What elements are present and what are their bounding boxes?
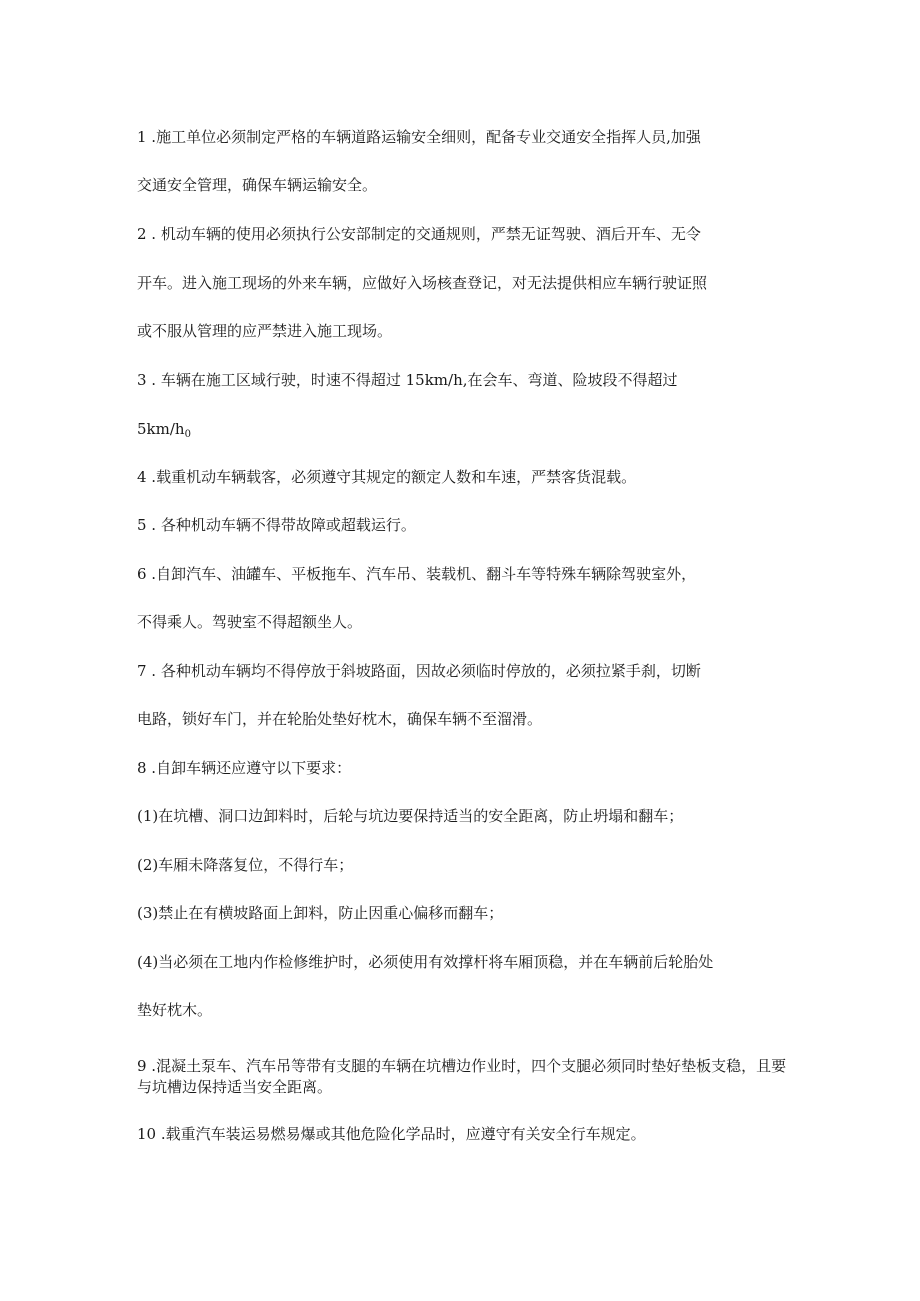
subitem-1-line-1: (1)在坑槽、洞口边卸料时，后轮与坑边要保持适当的安全距离，防止坍塌和翻车；: [137, 807, 684, 825]
speed-unit-text: 5km/h: [137, 420, 185, 438]
item-1-line-1: 1 .施工单位必须制定严格的车辆道路运输安全细则，配备专业交通安全指挥人员,加强: [137, 128, 701, 146]
speed-unit-subscript: 0: [184, 429, 191, 440]
item-2-line-1: 2 . 机动车辆的使用必须执行公安部制定的交通规则，严禁无证驾驶、酒后开车、无令: [137, 225, 701, 243]
item-6-line-1: 6 .自卸汽车、油罐车、平板拖车、汽车吊、装载机、翻斗车等特殊车辆除驾驶室外，: [137, 565, 697, 583]
item-5-line-1: 5 . 各种机动车辆不得带故障或超载运行。: [137, 516, 416, 534]
item-7-line-1: 7 . 各种机动车辆均不得停放于斜坡路面，因故必须临时停放的，必须拉紧手刹，切断: [137, 662, 701, 680]
item-10-line-1: 10 .载重汽车装运易燃易爆或其他危险化学品时，应遵守有关安全行车规定。: [137, 1125, 646, 1143]
item-3-line-2: [137, 419, 191, 445]
item-8-line-1: 8 .自卸车辆还应遵守以下要求：: [137, 759, 352, 777]
item-6-line-2: 不得乘人。驾驶室不得超额坐人。: [137, 613, 363, 631]
item-2-line-3: 或不服从管理的应严禁进入施工现场。: [137, 322, 393, 340]
subitem-4-line-2: 垫好枕木。: [137, 1001, 213, 1019]
item-3-line-1: 3 . 车辆在施工区域行驶，时速不得超过 15km/h,在会车、弯道、险坡段不得超过: [137, 371, 678, 389]
item-1-line-2: 交通安全管理，确保车辆运输安全。: [137, 176, 378, 194]
item-9-paragraph: 9 .混凝土泵车、汽车吊等带有支腿的车辆在坑槽边作业时，四个支腿必须同时垫好垫板支稳，且要与坑槽边保持适当安全距离。: [137, 1057, 787, 1096]
subitem-4-line-1: (4)当必须在工地内作检修维护时，必须使用有效撑杆将车厢顶稳，并在车辆前后轮胎处: [137, 953, 714, 971]
item-2-line-2: 开车。进入施工现场的外来车辆，应做好入场核查登记，对无法提供相应车辆行驶证照: [137, 274, 708, 292]
item-4-line-1: 4 .载重机动车辆载客，必须遵守其规定的额定人数和车速，严禁客货混载。: [137, 468, 637, 486]
item-7-line-2: 电路，锁好车门，并在轮胎处垫好枕木，确保车辆不至溜滑。: [137, 710, 543, 728]
subitem-3-line-1: (3)禁止在有横坡路面上卸料，防止因重心偏移而翻车；: [137, 904, 504, 922]
subitem-2-line-1: (2)车厢未降落复位，不得行车；: [137, 856, 354, 874]
